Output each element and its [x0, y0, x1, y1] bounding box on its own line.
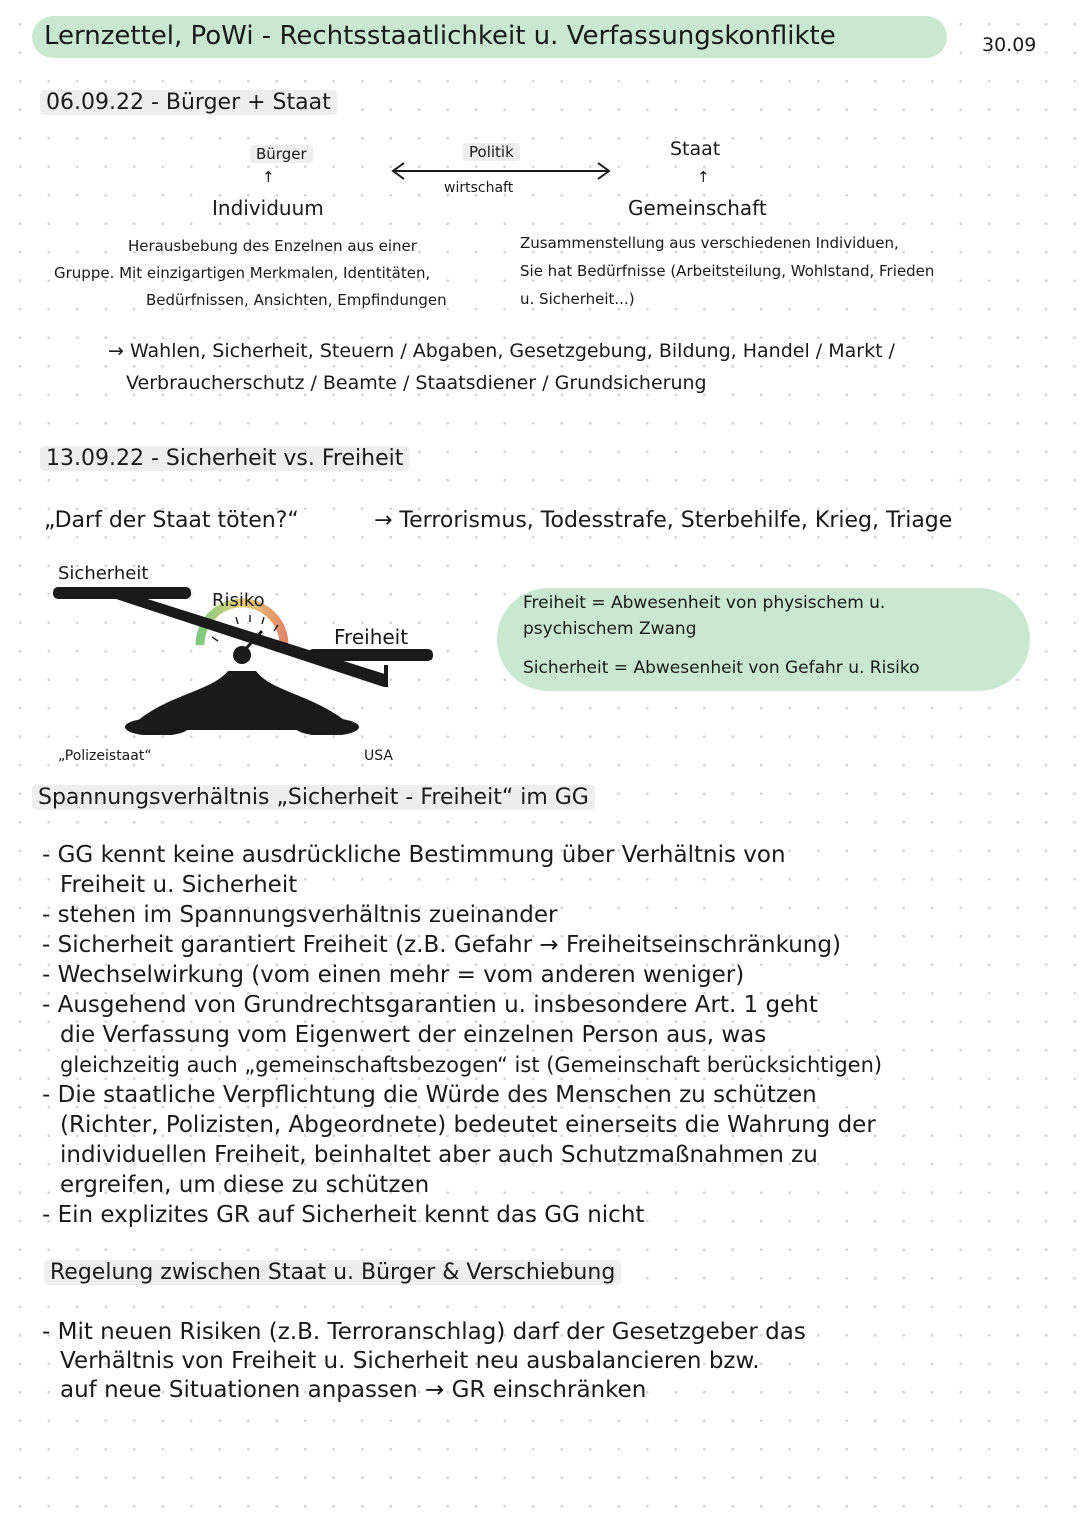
- individuum-line-2: Gruppe. Mit einzigartigen Merkmalen, Identitäten,: [54, 264, 431, 282]
- list-item: - Mit neuen Risiken (z.B. Terroranschlag) darf der Gesetzgeber das: [42, 1319, 806, 1345]
- arrow-list-line-1: → Wahlen, Sicherheit, Steuern / Abgaben, Gesetzgebung, Bildung, Handel / Markt /: [108, 340, 895, 362]
- arrow-list-line-2: Verbraucherschutz / Beamte / Staatsdiener / Grundsicherung: [126, 372, 707, 394]
- diagram-politik: Politik: [463, 143, 520, 161]
- list-item: die Verfassung vom Eigenwert der einzelnen Person aus, was: [60, 1022, 767, 1048]
- question-result: → Terrorismus, Todesstrafe, Sterbehilfe, Krieg, Triage: [374, 508, 953, 533]
- gemeinschaft-line-1: Zusammenstellung aus verschiedenen Individuen,: [520, 234, 899, 252]
- scale-label-freiheit: Freiheit: [334, 625, 409, 649]
- section4-heading: Regelung zwischen Staat u. Bürger & Verschiebung: [44, 1260, 621, 1285]
- list-item: - stehen im Spannungsverhältnis zueinander: [42, 902, 558, 928]
- diagram-gemeinschaft: Gemeinschaft: [628, 196, 767, 220]
- definition-freiheit-2: psychischem Zwang: [523, 619, 697, 639]
- list-item: auf neue Situationen anpassen → GR einschränken: [60, 1377, 647, 1403]
- list-item: - Ein explizites GR auf Sicherheit kennt das GG nicht: [42, 1202, 645, 1228]
- list-item: (Richter, Polizisten, Abgeordnete) bedeutet einerseits die Wahrung der: [60, 1112, 876, 1138]
- scale-label-risiko: Risiko: [212, 590, 265, 611]
- up-arrow-icon-right: ↑: [697, 168, 710, 186]
- diagram-wirtschaft: wirtschaft: [444, 180, 514, 196]
- list-item: ergreifen, um diese zu schützen: [60, 1172, 430, 1198]
- list-item: - Wechselwirkung (vom einen mehr = vom anderen weniger): [42, 962, 745, 988]
- individuum-line-1: Herausbebung des Enzelnen aus einer: [128, 237, 417, 255]
- regelung-text: [42, 1318, 806, 1405]
- question: „Darf der Staat töten?“: [44, 508, 299, 533]
- list-item: Freiheit u. Sicherheit: [60, 872, 298, 898]
- page-title: Lernzettel, PoWi - Rechtsstaatlichkeit u. Verfassungskonflikte: [44, 21, 836, 51]
- definition-sicherheit: Sicherheit = Abwesenheit von Gefahr u. Risiko: [523, 658, 920, 678]
- list-item: Verhältnis von Freiheit u. Sicherheit neu ausbalancieren bzw.: [60, 1348, 760, 1374]
- diagram-buerger: Bürger: [250, 145, 313, 163]
- individuum-line-3: Bedürfnissen, Ansichten, Empfindungen: [146, 291, 447, 309]
- list-item: - Sicherheit garantiert Freiheit (z.B. Gefahr → Freiheitseinschränkung): [42, 932, 841, 958]
- section3-heading: Spannungsverhältnis „Sicherheit - Freiheit“ im GG: [32, 785, 595, 810]
- list-item: gleichzeitig auch „gemeinschaftsbezogen“ ist (Gemeinschaft berücksichtigen): [60, 1053, 883, 1077]
- list-item: individuellen Freiheit, beinhaltet aber auch Schutzmaßnahmen zu: [60, 1142, 818, 1168]
- list-item: - GG kennt keine ausdrückliche Bestimmung über Verhältnis von: [42, 842, 786, 868]
- gemeinschaft-line-2: Sie hat Bedürfnisse (Arbeitsteilung, Wohlstand, Frieden: [520, 262, 935, 280]
- scale-below-polizeistaat: „Polizeistaat“: [58, 748, 152, 764]
- definition-freiheit-1: Freiheit = Abwesenheit von physischem u.: [523, 593, 886, 613]
- scale-below-usa: USA: [364, 748, 393, 764]
- gg-bullet-list: [42, 840, 882, 1230]
- double-arrow-icon: [388, 160, 614, 182]
- section2-heading: 13.09.22 - Sicherheit vs. Freiheit: [40, 446, 409, 471]
- diagram-individuum: Individuum: [212, 196, 324, 220]
- gemeinschaft-line-3: u. Sicherheit...): [520, 290, 635, 308]
- diagram-staat: Staat: [670, 138, 721, 160]
- list-item: - Die staatliche Verpflichtung die Würde des Menschen zu schützen: [42, 1082, 817, 1108]
- up-arrow-icon: ↑: [262, 168, 275, 186]
- page-date: 30.09: [982, 34, 1037, 56]
- section1-heading: 06.09.22 - Bürger + Staat: [40, 90, 337, 115]
- list-item: - Ausgehend von Grundrechtsgarantien u. insbesondere Art. 1 geht: [42, 992, 818, 1018]
- scale-label-sicherheit: Sicherheit: [58, 563, 149, 584]
